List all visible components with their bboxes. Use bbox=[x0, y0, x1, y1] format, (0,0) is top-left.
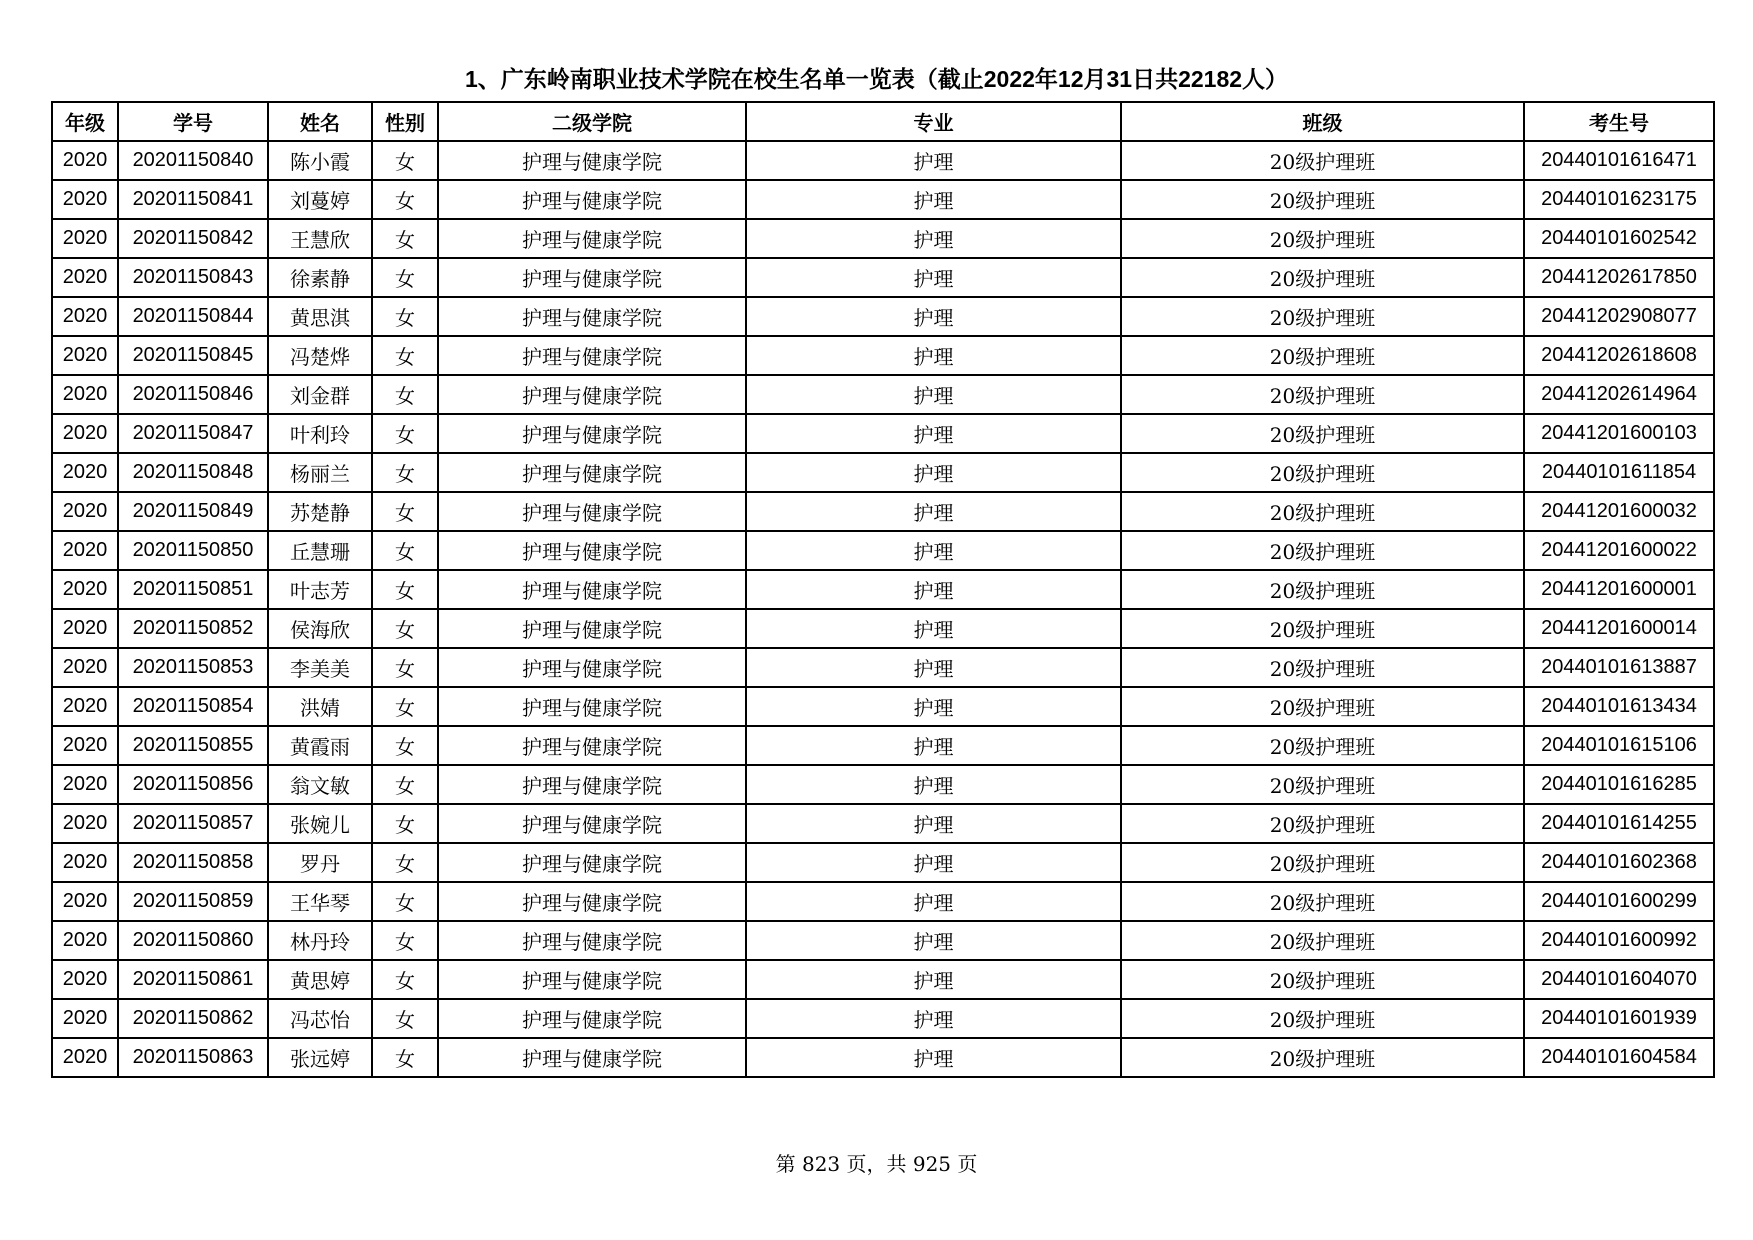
name-cell: 叶志芳 bbox=[268, 570, 372, 609]
grade-cell: 2020 bbox=[52, 609, 118, 648]
student-id-cell: 20201150857 bbox=[118, 804, 268, 843]
name-cell: 林丹玲 bbox=[268, 921, 372, 960]
class-cell: 20级护理班 bbox=[1121, 219, 1524, 258]
major-cell: 护理 bbox=[746, 453, 1121, 492]
grade-cell: 2020 bbox=[52, 648, 118, 687]
table-row bbox=[52, 375, 1714, 414]
class-cell: 20级护理班 bbox=[1121, 180, 1524, 219]
class-cell: 20级护理班 bbox=[1121, 258, 1524, 297]
table-row bbox=[52, 258, 1714, 297]
student-id-cell: 20201150851 bbox=[118, 570, 268, 609]
student-roster-table bbox=[51, 101, 1715, 1078]
table-row bbox=[52, 297, 1714, 336]
grade-cell: 2020 bbox=[52, 921, 118, 960]
class-cell: 20级护理班 bbox=[1121, 921, 1524, 960]
student-id-cell: 20201150850 bbox=[118, 531, 268, 570]
table-row bbox=[52, 726, 1714, 765]
grade-cell: 2020 bbox=[52, 492, 118, 531]
name-cell: 罗丹 bbox=[268, 843, 372, 882]
grade-cell: 2020 bbox=[52, 726, 118, 765]
name-cell: 王华琴 bbox=[268, 882, 372, 921]
gender-cell: 女 bbox=[372, 570, 438, 609]
table-row bbox=[52, 648, 1714, 687]
exam-number-cell: 20440101604070 bbox=[1524, 960, 1714, 999]
college-cell: 护理与健康学院 bbox=[438, 297, 746, 336]
name-cell: 丘慧珊 bbox=[268, 531, 372, 570]
class-cell: 20级护理班 bbox=[1121, 765, 1524, 804]
table-header-row bbox=[52, 102, 1714, 141]
grade-cell: 2020 bbox=[52, 336, 118, 375]
college-cell: 护理与健康学院 bbox=[438, 882, 746, 921]
student-id-cell: 20201150844 bbox=[118, 297, 268, 336]
exam-number-cell: 20440101600299 bbox=[1524, 882, 1714, 921]
college-cell: 护理与健康学院 bbox=[438, 453, 746, 492]
gender-cell: 女 bbox=[372, 336, 438, 375]
college-cell: 护理与健康学院 bbox=[438, 765, 746, 804]
table-row bbox=[52, 609, 1714, 648]
class-cell: 20级护理班 bbox=[1121, 999, 1524, 1038]
exam-number-cell: 20440101623175 bbox=[1524, 180, 1714, 219]
class-cell: 20级护理班 bbox=[1121, 297, 1524, 336]
college-cell: 护理与健康学院 bbox=[438, 648, 746, 687]
major-cell: 护理 bbox=[746, 687, 1121, 726]
college-cell: 护理与健康学院 bbox=[438, 609, 746, 648]
table-row bbox=[52, 960, 1714, 999]
college-cell: 护理与健康学院 bbox=[438, 1038, 746, 1077]
grade-cell: 2020 bbox=[52, 180, 118, 219]
major-cell: 护理 bbox=[746, 765, 1121, 804]
gender-cell: 女 bbox=[372, 960, 438, 999]
class-cell: 20级护理班 bbox=[1121, 648, 1524, 687]
student-id-cell: 20201150856 bbox=[118, 765, 268, 804]
exam-number-cell: 20441202614964 bbox=[1524, 375, 1714, 414]
class-cell: 20级护理班 bbox=[1121, 570, 1524, 609]
exam-number-cell: 20440101611854 bbox=[1524, 453, 1714, 492]
table-row bbox=[52, 414, 1714, 453]
table-row bbox=[52, 921, 1714, 960]
gender-cell: 女 bbox=[372, 726, 438, 765]
gender-cell: 女 bbox=[372, 765, 438, 804]
exam-number-cell: 20440101602368 bbox=[1524, 843, 1714, 882]
class-cell: 20级护理班 bbox=[1121, 882, 1524, 921]
name-cell: 冯楚烨 bbox=[268, 336, 372, 375]
class-cell: 20级护理班 bbox=[1121, 687, 1524, 726]
major-cell: 护理 bbox=[746, 414, 1121, 453]
student-id-cell: 20201150861 bbox=[118, 960, 268, 999]
gender-cell: 女 bbox=[372, 999, 438, 1038]
table-row bbox=[52, 531, 1714, 570]
grade-cell: 2020 bbox=[52, 375, 118, 414]
major-cell: 护理 bbox=[746, 258, 1121, 297]
major-cell: 护理 bbox=[746, 843, 1121, 882]
table-row bbox=[52, 1038, 1714, 1077]
page-title: 1、广东岭南职业技术学院在校生名单一览表（截止2022年12月31日共22182人） bbox=[464, 66, 1289, 92]
grade-cell: 2020 bbox=[52, 1038, 118, 1077]
student-id-cell: 20201150858 bbox=[118, 843, 268, 882]
class-cell: 20级护理班 bbox=[1121, 141, 1524, 180]
class-cell: 20级护理班 bbox=[1121, 804, 1524, 843]
gender-cell: 女 bbox=[372, 609, 438, 648]
class-cell: 20级护理班 bbox=[1121, 453, 1524, 492]
class-cell: 20级护理班 bbox=[1121, 531, 1524, 570]
student-id-cell: 20201150843 bbox=[118, 258, 268, 297]
gender-cell: 女 bbox=[372, 921, 438, 960]
major-cell: 护理 bbox=[746, 492, 1121, 531]
major-cell: 护理 bbox=[746, 570, 1121, 609]
gender-cell: 女 bbox=[372, 492, 438, 531]
name-cell: 翁文敏 bbox=[268, 765, 372, 804]
name-cell: 王慧欣 bbox=[268, 219, 372, 258]
student-id-cell: 20201150860 bbox=[118, 921, 268, 960]
table-row bbox=[52, 687, 1714, 726]
student-id-cell: 20201150859 bbox=[118, 882, 268, 921]
exam-number-cell: 20441201600014 bbox=[1524, 609, 1714, 648]
exam-number-cell: 20441201600103 bbox=[1524, 414, 1714, 453]
major-cell: 护理 bbox=[746, 921, 1121, 960]
student-id-cell: 20201150862 bbox=[118, 999, 268, 1038]
grade-cell: 2020 bbox=[52, 999, 118, 1038]
grade-cell: 2020 bbox=[52, 297, 118, 336]
major-cell: 护理 bbox=[746, 375, 1121, 414]
exam-number-cell: 20440101602542 bbox=[1524, 219, 1714, 258]
major-cell: 护理 bbox=[746, 999, 1121, 1038]
gender-cell: 女 bbox=[372, 141, 438, 180]
major-cell: 护理 bbox=[746, 1038, 1121, 1077]
exam-number-cell: 20441202908077 bbox=[1524, 297, 1714, 336]
gender-cell: 女 bbox=[372, 882, 438, 921]
exam-number-cell: 20440101600992 bbox=[1524, 921, 1714, 960]
student-id-cell: 20201150842 bbox=[118, 219, 268, 258]
grade-cell: 2020 bbox=[52, 843, 118, 882]
name-cell: 张婉儿 bbox=[268, 804, 372, 843]
student-id-cell: 20201150846 bbox=[118, 375, 268, 414]
table-row bbox=[52, 882, 1714, 921]
major-cell: 护理 bbox=[746, 297, 1121, 336]
college-cell: 护理与健康学院 bbox=[438, 843, 746, 882]
class-cell: 20级护理班 bbox=[1121, 375, 1524, 414]
exam-number-cell: 20441201600022 bbox=[1524, 531, 1714, 570]
column-header-gender: 性别 bbox=[372, 102, 438, 141]
gender-cell: 女 bbox=[372, 180, 438, 219]
college-cell: 护理与健康学院 bbox=[438, 219, 746, 258]
gender-cell: 女 bbox=[372, 804, 438, 843]
column-header-exam-number: 考生号 bbox=[1524, 102, 1714, 141]
gender-cell: 女 bbox=[372, 453, 438, 492]
table-row bbox=[52, 141, 1714, 180]
name-cell: 杨丽兰 bbox=[268, 453, 372, 492]
college-cell: 护理与健康学院 bbox=[438, 921, 746, 960]
gender-cell: 女 bbox=[372, 375, 438, 414]
table-row bbox=[52, 492, 1714, 531]
student-id-cell: 20201150848 bbox=[118, 453, 268, 492]
exam-number-cell: 20440101601939 bbox=[1524, 999, 1714, 1038]
column-header-class: 班级 bbox=[1121, 102, 1524, 141]
column-header-major: 专业 bbox=[746, 102, 1121, 141]
college-cell: 护理与健康学院 bbox=[438, 531, 746, 570]
student-id-cell: 20201150847 bbox=[118, 414, 268, 453]
gender-cell: 女 bbox=[372, 531, 438, 570]
column-header-grade: 年级 bbox=[52, 102, 118, 141]
name-cell: 侯海欣 bbox=[268, 609, 372, 648]
column-header-college: 二级学院 bbox=[438, 102, 746, 141]
grade-cell: 2020 bbox=[52, 765, 118, 804]
table-row bbox=[52, 843, 1714, 882]
gender-cell: 女 bbox=[372, 297, 438, 336]
exam-number-cell: 20440101604584 bbox=[1524, 1038, 1714, 1077]
college-cell: 护理与健康学院 bbox=[438, 375, 746, 414]
grade-cell: 2020 bbox=[52, 531, 118, 570]
name-cell: 张远婷 bbox=[268, 1038, 372, 1077]
name-cell: 黄思婷 bbox=[268, 960, 372, 999]
grade-cell: 2020 bbox=[52, 258, 118, 297]
name-cell: 叶利玲 bbox=[268, 414, 372, 453]
major-cell: 护理 bbox=[746, 960, 1121, 999]
exam-number-cell: 20440101613434 bbox=[1524, 687, 1714, 726]
college-cell: 护理与健康学院 bbox=[438, 960, 746, 999]
college-cell: 护理与健康学院 bbox=[438, 804, 746, 843]
exam-number-cell: 20441201600001 bbox=[1524, 570, 1714, 609]
major-cell: 护理 bbox=[746, 219, 1121, 258]
table-row bbox=[52, 999, 1714, 1038]
student-id-cell: 20201150853 bbox=[118, 648, 268, 687]
gender-cell: 女 bbox=[372, 219, 438, 258]
student-id-cell: 20201150854 bbox=[118, 687, 268, 726]
name-cell: 黄思淇 bbox=[268, 297, 372, 336]
table-row bbox=[52, 180, 1714, 219]
major-cell: 护理 bbox=[746, 648, 1121, 687]
name-cell: 徐素静 bbox=[268, 258, 372, 297]
gender-cell: 女 bbox=[372, 1038, 438, 1077]
grade-cell: 2020 bbox=[52, 414, 118, 453]
gender-cell: 女 bbox=[372, 843, 438, 882]
grade-cell: 2020 bbox=[52, 453, 118, 492]
grade-cell: 2020 bbox=[52, 219, 118, 258]
table-row bbox=[52, 765, 1714, 804]
grade-cell: 2020 bbox=[52, 960, 118, 999]
class-cell: 20级护理班 bbox=[1121, 843, 1524, 882]
class-cell: 20级护理班 bbox=[1121, 1038, 1524, 1077]
table-row bbox=[52, 219, 1714, 258]
class-cell: 20级护理班 bbox=[1121, 960, 1524, 999]
major-cell: 护理 bbox=[746, 726, 1121, 765]
class-cell: 20级护理班 bbox=[1121, 414, 1524, 453]
table-row bbox=[52, 336, 1714, 375]
student-id-cell: 20201150840 bbox=[118, 141, 268, 180]
college-cell: 护理与健康学院 bbox=[438, 141, 746, 180]
gender-cell: 女 bbox=[372, 648, 438, 687]
major-cell: 护理 bbox=[746, 531, 1121, 570]
exam-number-cell: 20440101616471 bbox=[1524, 141, 1714, 180]
column-header-name: 姓名 bbox=[268, 102, 372, 141]
grade-cell: 2020 bbox=[52, 882, 118, 921]
major-cell: 护理 bbox=[746, 141, 1121, 180]
student-id-cell: 20201150852 bbox=[118, 609, 268, 648]
exam-number-cell: 20441201600032 bbox=[1524, 492, 1714, 531]
gender-cell: 女 bbox=[372, 414, 438, 453]
class-cell: 20级护理班 bbox=[1121, 726, 1524, 765]
name-cell: 刘金群 bbox=[268, 375, 372, 414]
grade-cell: 2020 bbox=[52, 687, 118, 726]
class-cell: 20级护理班 bbox=[1121, 492, 1524, 531]
exam-number-cell: 20440101615106 bbox=[1524, 726, 1714, 765]
student-id-cell: 20201150841 bbox=[118, 180, 268, 219]
class-cell: 20级护理班 bbox=[1121, 336, 1524, 375]
student-id-cell: 20201150849 bbox=[118, 492, 268, 531]
exam-number-cell: 20441202617850 bbox=[1524, 258, 1714, 297]
name-cell: 李美美 bbox=[268, 648, 372, 687]
exam-number-cell: 20440101613887 bbox=[1524, 648, 1714, 687]
grade-cell: 2020 bbox=[52, 141, 118, 180]
name-cell: 苏楚静 bbox=[268, 492, 372, 531]
college-cell: 护理与健康学院 bbox=[438, 492, 746, 531]
college-cell: 护理与健康学院 bbox=[438, 258, 746, 297]
page-number-footer: 第 823 页，共 925 页 bbox=[775, 1152, 978, 1176]
college-cell: 护理与健康学院 bbox=[438, 726, 746, 765]
grade-cell: 2020 bbox=[52, 804, 118, 843]
major-cell: 护理 bbox=[746, 804, 1121, 843]
student-id-cell: 20201150863 bbox=[118, 1038, 268, 1077]
name-cell: 洪婧 bbox=[268, 687, 372, 726]
exam-number-cell: 20440101614255 bbox=[1524, 804, 1714, 843]
major-cell: 护理 bbox=[746, 336, 1121, 375]
major-cell: 护理 bbox=[746, 882, 1121, 921]
college-cell: 护理与健康学院 bbox=[438, 999, 746, 1038]
gender-cell: 女 bbox=[372, 258, 438, 297]
exam-number-cell: 20441202618608 bbox=[1524, 336, 1714, 375]
college-cell: 护理与健康学院 bbox=[438, 570, 746, 609]
exam-number-cell: 20440101616285 bbox=[1524, 765, 1714, 804]
table-row bbox=[52, 804, 1714, 843]
grade-cell: 2020 bbox=[52, 570, 118, 609]
table-row bbox=[52, 570, 1714, 609]
student-id-cell: 20201150845 bbox=[118, 336, 268, 375]
college-cell: 护理与健康学院 bbox=[438, 336, 746, 375]
name-cell: 陈小霞 bbox=[268, 141, 372, 180]
major-cell: 护理 bbox=[746, 609, 1121, 648]
name-cell: 冯芯怡 bbox=[268, 999, 372, 1038]
column-header-student-id: 学号 bbox=[118, 102, 268, 141]
student-id-cell: 20201150855 bbox=[118, 726, 268, 765]
name-cell: 黄霞雨 bbox=[268, 726, 372, 765]
table-row bbox=[52, 453, 1714, 492]
class-cell: 20级护理班 bbox=[1121, 609, 1524, 648]
table-body bbox=[52, 141, 1714, 1077]
name-cell: 刘蔓婷 bbox=[268, 180, 372, 219]
college-cell: 护理与健康学院 bbox=[438, 180, 746, 219]
college-cell: 护理与健康学院 bbox=[438, 414, 746, 453]
college-cell: 护理与健康学院 bbox=[438, 687, 746, 726]
major-cell: 护理 bbox=[746, 180, 1121, 219]
gender-cell: 女 bbox=[372, 687, 438, 726]
